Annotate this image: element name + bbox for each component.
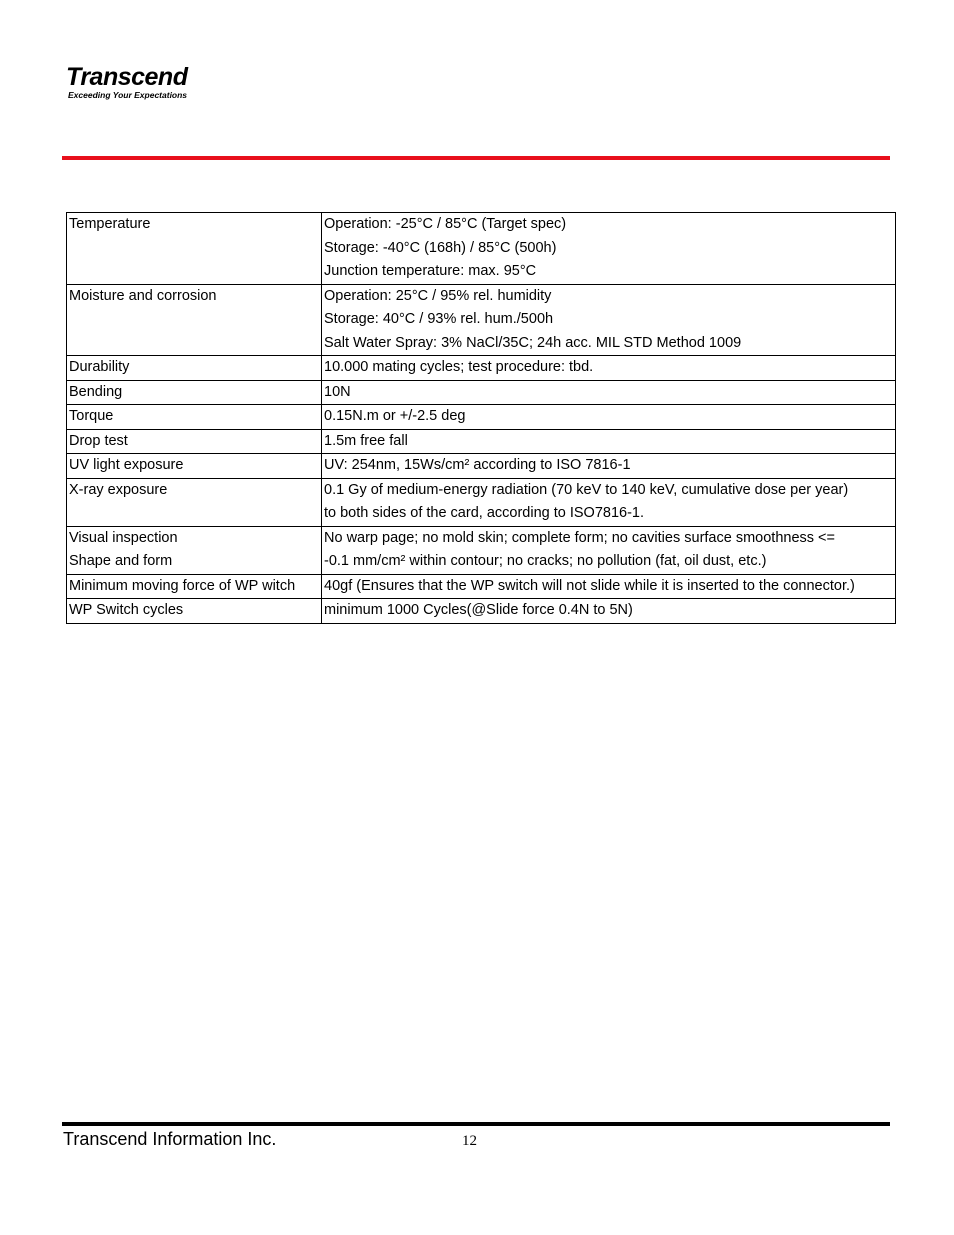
property-value-line: minimum 1000 Cycles(@Slide force 0.4N to 5N) [324,602,633,618]
property-value-line: Operation: -25°C / 85°C (Target spec) [324,216,567,232]
property-value-line: 0.1 Gy of medium-energy radiation (70 keV to 140 keV, cumulative dose per year) [324,481,849,498]
property-name-cell [67,454,322,479]
property-value-cell [322,574,896,599]
property-name: Moisture and corrosion [69,287,217,304]
table-row [67,405,896,430]
property-name-cell [67,574,322,599]
property-name: Shape and form [69,553,173,569]
footer-company-name: Transcend Information Inc. [63,1129,277,1149]
property-value-cell [322,213,896,285]
transcend-logo [66,64,206,100]
property-name-cell [67,213,322,285]
property-value-line: to both sides of the card, according to ISO7816-1. [324,505,644,521]
property-name: Bending [69,383,123,400]
property-name: Temperature [69,216,151,232]
table-row [67,454,896,479]
property-name-cell [67,429,322,454]
property-value-line: No warp page; no mold skin; complete form; no cavities surface smoothness <= [324,529,835,546]
property-name: Visual inspection [69,529,178,546]
property-value-line: 0.15N.m or +/-2.5 deg [324,408,466,424]
property-value-line: 10N [324,383,351,400]
table-row [67,526,896,574]
table-row [67,284,896,356]
property-value-cell [322,284,896,356]
logo-wordmark: Transcend [66,63,188,91]
property-value-line: Operation: 25°C / 95% rel. humidity [324,287,552,304]
property-value-line: Storage: 40°C / 93% rel. hum./500h [324,311,554,327]
property-value-line: -0.1 mm/cm² within contour; no cracks; no pollution (fat, oil dust, etc.) [324,553,767,569]
page-number: 12 [462,1133,477,1149]
property-name-cell [67,599,322,624]
property-value-cell [322,599,896,624]
property-value-line: Salt Water Spray: 3% NaCl/35C; 24h acc. MIL STD Method 1009 [324,334,742,351]
table-row [67,356,896,381]
header-divider [62,156,890,160]
logo-tagline: Exceeding Your Expectations [68,90,188,100]
property-name: Durability [69,359,130,375]
property-name: X-ray exposure [69,481,168,498]
property-name: WP Switch cycles [69,602,184,618]
property-name-cell [67,478,322,526]
property-value-line: 1.5m free fall [324,432,408,449]
property-value-cell [322,356,896,381]
property-name: Drop test [69,432,128,449]
property-value-cell [322,478,896,526]
property-value-line: 10.000 mating cycles; test procedure: tbd. [324,359,594,375]
table-row [67,478,896,526]
table-row [67,429,896,454]
footer-divider [62,1122,890,1126]
property-value-cell [322,454,896,479]
specification-table-body [67,213,896,624]
property-name: Minimum moving force of WP witch [69,577,296,594]
property-value-line: 40gf (Ensures that the WP switch will not slide while it is inserted to the connector.) [324,577,855,594]
property-name-cell [67,284,322,356]
property-value-line: Junction temperature: max. 95°C [324,263,537,279]
property-name-cell [67,356,322,381]
property-name: UV light exposure [69,457,184,473]
table-row [67,380,896,405]
table-row [67,213,896,285]
property-value-line: UV: 254nm, 15Ws/cm² according to ISO 7816-1 [324,457,631,473]
property-value-cell [322,429,896,454]
property-name: Torque [69,408,114,424]
table-row [67,599,896,624]
property-value-cell [322,405,896,430]
property-name-cell [67,405,322,430]
property-value-line: Storage: -40°C (168h) / 85°C (500h) [324,239,557,256]
property-value-cell [322,526,896,574]
table-row [67,574,896,599]
specification-table [66,212,896,624]
property-value-cell [322,380,896,405]
property-name-cell [67,526,322,574]
property-name-cell [67,380,322,405]
